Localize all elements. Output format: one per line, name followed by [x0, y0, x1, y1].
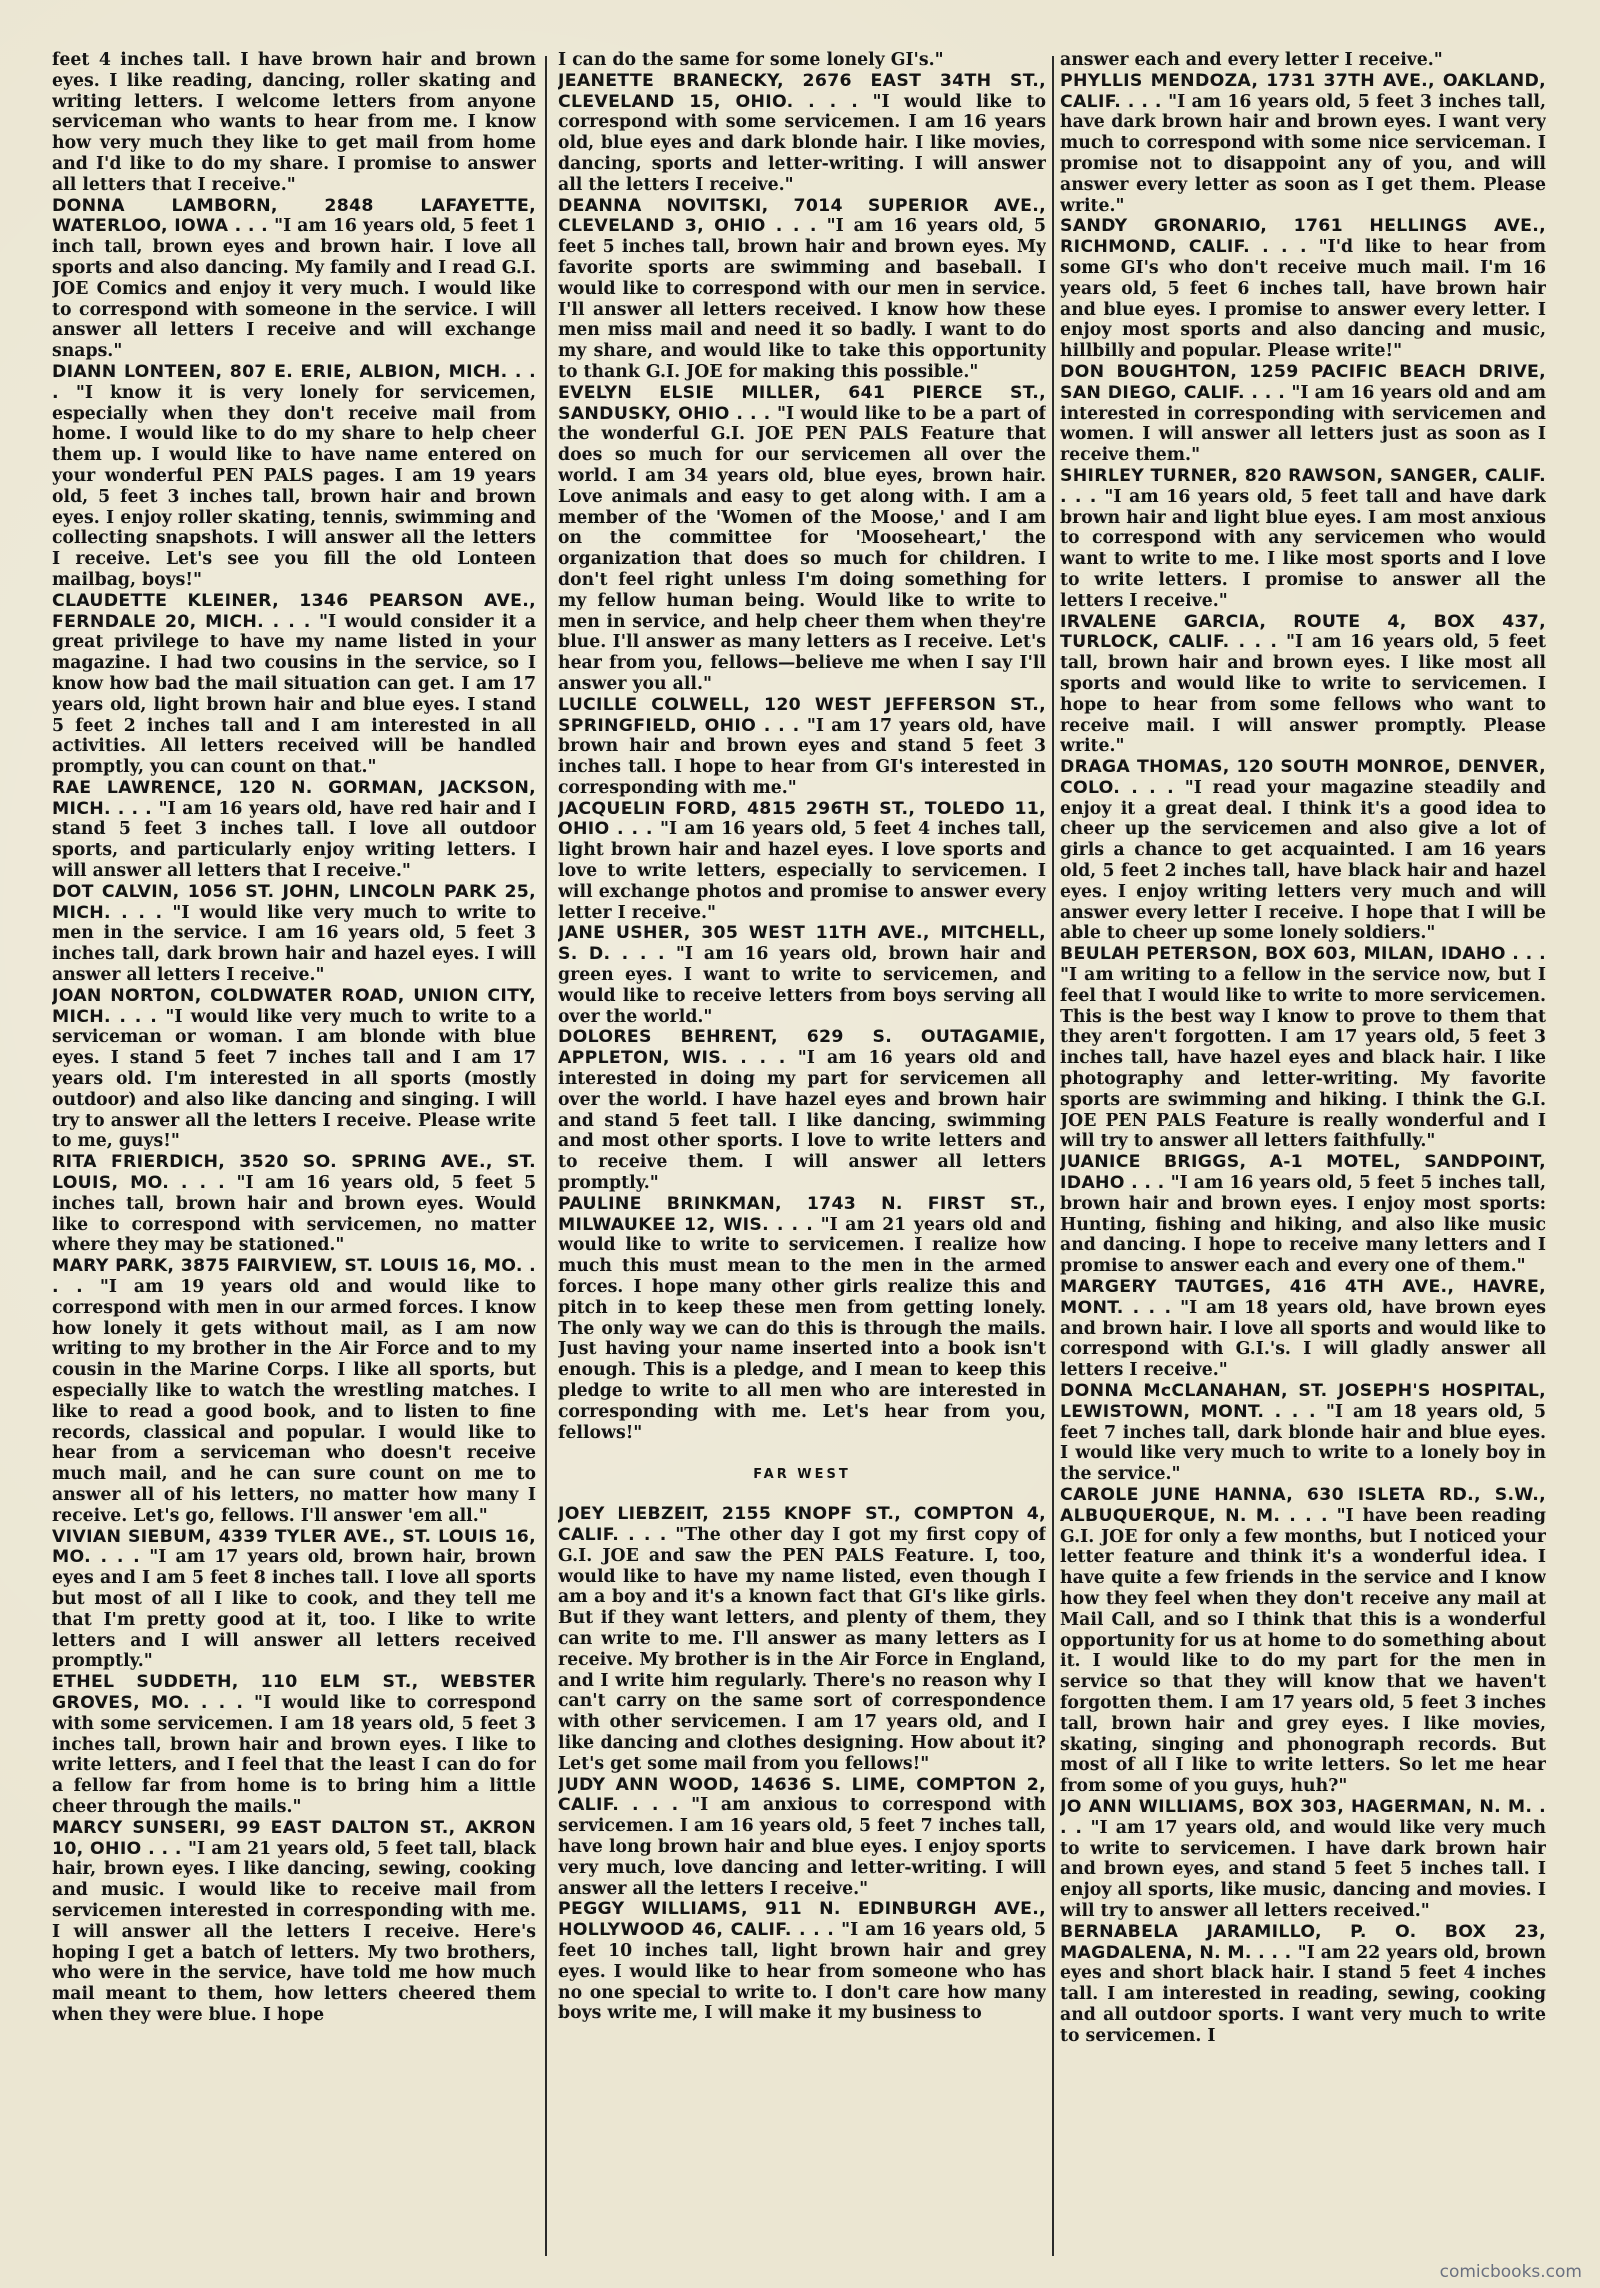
pen-pal-entry — [558, 1504, 1046, 1774]
pen-pal-entry — [52, 196, 536, 362]
pen-pal-entry — [1060, 944, 1546, 1152]
column-divider — [1052, 56, 1054, 2256]
text-column-2 — [558, 50, 1046, 2268]
pen-pal-entry — [52, 882, 536, 986]
entry-letter-text: "I would consider it a great privilege to have my name listed in your magazine. I had two cousins in the service, so I know how bad the mail situation can get. I am 17 years old, light brown hair and blue eyes. I stand 5 feet 2 inches tall and I am interested in all activities. All letters received will be handled promptly, you can count on that." — [52, 611, 536, 778]
entry-name-address: DONNA McCLANAHAN, ST. JOSEPH'S HOSPITAL, LEWISTOWN, MONT. . . . — [1060, 1381, 1546, 1422]
entry-name-address: VIVIAN SIEBUM, 4339 TYLER AVE., ST. LOUIS 16, MO. . . . — [52, 1526, 536, 1568]
entry-name-address: RAE LAWRENCE, 120 N. GORMAN, JACKSON, MICH. . . . — [52, 777, 536, 819]
entry-name-address: JUANICE BRIGGS, A-1 MOTEL, SANDPOINT, IDAHO . . . — [1060, 1152, 1546, 1194]
section-heading: FAR WEST — [753, 1467, 851, 1483]
pen-pal-entry — [1060, 71, 1546, 217]
entry-letter-text: "I am 16 years old, 5 feet 3 inches tall, have dark brown hair and brown eyes. I want very much to correspond with some nice serviceman. I promise not to disappoint any of you, and will answer every letter as soon as I get them. Please write." — [1060, 91, 1546, 216]
entry-letter-text: "I would like very much to write to a serviceman or woman. I am blonde with blue eyes. I stand 5 feet 7 inches tall and I am 17 years old. I'm interested in all sports (mostly outdoor) and also like dancing and singing. I will try to answer all the letters I receive. Please write to me, guys!" — [52, 1006, 536, 1152]
entry-name-address: SANDY GRONARIO, 1761 HELLINGS AVE., RICHMOND, CALIF. . . . — [1060, 216, 1546, 258]
entry-name-address: JUDY ANN WOOD, 14636 S. LIME, COMPTON 2, CALIF. . . . — [558, 1774, 1046, 1816]
entry-letter-text: "I am 17 years old, brown hair, brown eyes and I am 5 feet 8 inches tall. I love all sports but most of all I like to cook, and they tell me that I'm pretty good at it, too. I like to write letters and I will answer all letters received promptly." — [52, 1547, 536, 1672]
entry-letter-text: "I know it is very lonely for servicemen, especially when they don't receive mail from home. I would like to do my share to help cheer them up. I would like to have name entered on your wonderful PEN PALS pages. I am 19 years old, 5 feet 3 inches tall, brown hair and brown eyes. I enjoy roller skating, tennis, swimming and collecting snapshots. I will answer all the letters I receive. Let's see you fill the old Lonteen mailbag, boys!" — [52, 382, 536, 590]
pen-pal-entry — [558, 71, 1046, 196]
site-watermark: comicbooks.com — [1439, 2262, 1582, 2282]
entry-name-address: JEANETTE BRANECKY, 2676 EAST 34TH ST., CLEVELAND 15, OHIO. . . . — [558, 70, 1046, 112]
pen-pal-entry — [52, 1152, 536, 1256]
entry-letter-text: "I am anxious to correspond with servicemen. I am 16 years old, 5 feet 7 inches tall, have long brown hair and blue eyes. I enjoy sports very much, love dancing and letter-writing. I will answer all the letters I receive." — [558, 1795, 1046, 1899]
entry-name-address: CLAUDETTE KLEINER, 1346 PEARSON AVE., FERNDALE 20, MICH. . . . — [52, 590, 536, 632]
entry-name-address: JOEY LIEBZEIT, 2155 KNOPF ST., COMPTON 4, CALIF. . . . — [558, 1504, 1046, 1545]
entry-letter-text: "I am 16 years old, 5 feet tall and have dark brown hair and light blue eyes. I am most anxious to correspond with any servicemen who would want to write to me. I like most sports and I love to write letters. I promise to answer all the letters I receive." — [1060, 486, 1546, 611]
column-divider — [545, 56, 547, 2256]
entry-name-address: DONNA LAMBORN, 2848 LAFAYETTE, WATERLOO, IOWA . . . — [52, 195, 536, 237]
entry-name-address: DON BOUGHTON, 1259 PACIFIC BEACH DRIVE, SAN DIEGO, CALIF. . . . — [1060, 361, 1546, 403]
entry-name-address: PEGGY WILLIAMS, 911 N. EDINBURGH AVE., HOLLYWOOD 46, CALIF. . . . — [558, 1899, 1046, 1941]
pen-pal-entry — [558, 695, 1046, 799]
pen-pal-entry — [1060, 757, 1546, 944]
entry-name-address: DRAGA THOMAS, 120 SOUTH MONROE, DENVER, COLO. . . . — [1060, 757, 1546, 798]
text-column-1 — [52, 50, 536, 2268]
pen-pal-entry — [1060, 466, 1546, 612]
entry-name-address: LUCILLE COLWELL, 120 WEST JEFFERSON ST., SPRINGFIELD, OHIO . . . — [558, 694, 1046, 736]
pen-pal-entry — [558, 383, 1046, 695]
entry-letter-text: "I would like to correspond with some servicemen. I am 16 years old, blue eyes and dark blonde hair. I like movies, dancing, sports and letter-writing. I will answer all the letters I receive." — [558, 91, 1046, 195]
pen-pal-entry — [1060, 1152, 1546, 1277]
entry-name-address: JO ANN WILLIAMS, BOX 303, HAGERMAN, N. M. . . . — [1060, 1796, 1546, 1838]
entry-letter-text: feet 4 inches tall. I have brown hair and brown eyes. I like reading, dancing, roller skating and writing letters. I welcome letters from anyone serviceman who wants to hear from me. I know how very much they like to get mail from home and I'd like to do my share. I promise to answer all letters that I receive." — [52, 50, 536, 195]
entry-letter-text: "I am 16 years old, 5 feet 1 inch tall, brown eyes and brown hair. I love all sports and also dancing. My family and I read G.I. JOE Comics and enjoy it very much. I would like to correspond with someone in the service. I will answer all letters I receive and will exchange snaps." — [52, 216, 536, 362]
entry-name-address: BERNABELA JARAMILLO, P. O. BOX 23, MAGDALENA, N. M. . . . — [1060, 1921, 1546, 1963]
entry-letter-text: "The other day I got my first copy of G.I. JOE and saw the PEN PALS Feature. I, too, would like to have my name listed, even though I am a boy and it's a known fact that GI's like girls. But if they want letters, and plenty of them, they can write to me. I'll answer as many letters as I receive. My brother is in the Air Force in England, and I write him regularly. There's no reason why I can't carry on the same sort of correspondence with other servicemen. I am 17 years old, and I like dancing and clothes designing. How about it? Let's get some mail from you fellows!" — [558, 1524, 1046, 1774]
pen-pal-entry — [1060, 1922, 1546, 2047]
pen-pal-entry — [52, 1818, 536, 2026]
entry-letter-text: "I am 16 years old, 5 feet 10 inches tall, light brown hair and grey eyes. I would like to hear from someone who has no one special to write to. I don't care how many boys write me, I will make it my business to — [558, 1920, 1046, 2024]
entry-name-address: DIANN LONTEEN, 807 E. ERIE, ALBION, MICH. . . . — [52, 361, 536, 403]
entry-letter-text: "I would like very much to write to men in the service. I am 16 years old, 5 feet 3 inches tall, dark brown hair and hazel eyes. I will answer all letters I receive." — [52, 902, 536, 986]
pen-pal-entry — [52, 362, 536, 591]
pen-pal-entry — [1060, 216, 1546, 362]
entry-letter-text: "I am 22 years old, brown eyes and short black hair. I stand 5 feet 4 inches tall. I am interested in reading, sewing, cooking and all outdoor sports. I want very much to write to servicemen. I — [1060, 1942, 1546, 2046]
pen-pal-entry — [52, 1527, 536, 1673]
entry-letter-text: "I would like to correspond with some servicemen. I am 18 years old, 5 feet 3 inches tall, brown hair and brown eyes. I like to write letters, and I feel that the least I can do for a fellow far from home is to bring him a little cheer through the mails." — [52, 1692, 536, 1817]
text-column-3 — [1060, 50, 1546, 2268]
pen-pal-entry — [1060, 1485, 1546, 1797]
entry-name-address: JACQUELIN FORD, 4815 296TH ST., TOLEDO 11, OHIO . . . — [558, 798, 1046, 840]
entry-letter-text: "I'd like to hear from some GI's who don't receive much mail. I'm 16 years old, 5 feet 6 inches tall, have brown hair and blue eyes. I promise to answer every letter. I enjoy most sports and also dancing and music, hillbilly and popular. Please write!" — [1060, 237, 1546, 362]
entry-name-address: ETHEL SUDDETH, 110 ELM ST., WEBSTER GROVES, MO. . . . — [52, 1672, 536, 1713]
pen-pal-entry — [1060, 1381, 1546, 1485]
entry-letter-text: "I am writing to a fellow in the service now, but I feel that I would like to write to more servicemen. This is the best way I know to prove to them that they aren't forgotten. I am 17 years old, 5 feet 3 inches tall, have hazel eyes and black hair. I like photography and letter-writing. My favorite sports are swimming and hiking. I think the G.I. JOE PEN PALS Feature is really wonderful and I will try to answer all letters faithfully." — [1060, 965, 1546, 1152]
entry-letter-text: "I am 16 years old, have red hair and I stand 5 feet 3 inches tall. I love all outdoor sports, and particularly enjoy writing letters. I will answer all letters that I receive." — [52, 798, 536, 882]
entry-letter-text: "I am 19 years old and would like to correspond with men in our armed forces. I know how lonely it gets without mail, as I am now writing to my brother in the Air Force and to my cousin in the Marine Corps. I like all sports, but especially like to watch the wrestling matches. I like to read a good book, and to listen to fine records, classical and popular. I would like to hear from a serviceman who doesn't receive much mail, and he can sure count on me to answer all of his letters, no matter how many I receive. Let's go, fellows. I'll answer 'em all." — [52, 1277, 536, 1526]
entry-name-address: CAROLE JUNE HANNA, 630 ISLETA RD., S.W., ALBUQUERQUE, N. M. . . . — [1060, 1484, 1546, 1526]
entry-name-address: IRVALENE GARCIA, ROUTE 4, BOX 437, TURLOCK, CALIF. . . . — [1060, 611, 1546, 653]
entry-name-address: DEANNA NOVITSKI, 7014 SUPERIOR AVE., CLEVELAND 3, OHIO . . . — [558, 195, 1046, 237]
entry-letter-text: "I would like to be a part of the wonderful G.I. JOE PEN PALS Feature that does so much for our servicemen all over the world. I am 34 years old, blue eyes, brown hair. Love animals and easy to get along with. I am a member of the 'Women of the Moose,' and I am on the committee for 'Mooseheart,' the organization that does so much for children. I don't feel right unless I'm doing something for my fellow human being. Would like to write to men in service, and help cheer them when they're blue. I'll answer as many letters as I receive. Let's hear from you, fellows—believe me when I say I'll answer you all." — [558, 403, 1046, 694]
entry-name-address: JOAN NORTON, COLDWATER ROAD, UNION CITY, MICH. . . . — [52, 985, 536, 1027]
entry-name-address: MARY PARK, 3875 FAIRVIEW, ST. LOUIS 16, MO. . . . — [52, 1256, 536, 1298]
pen-pal-entry — [1060, 612, 1546, 758]
entry-name-address: RITA FRIERDICH, 3520 SO. SPRING AVE., ST. LOUIS, MO. . . . — [52, 1152, 536, 1194]
entry-name-address: BEULAH PETERSON, BOX 603, MILAN, IDAHO . . . — [1060, 944, 1546, 965]
pen-pal-entry — [52, 986, 536, 1152]
pen-pal-entry — [558, 923, 1046, 1027]
entry-letter-text: "I am 21 years old, 5 feet tall, black hair, brown eyes. I like dancing, sewing, cooking and music. I would like to receive mail from servicemen interested in corresponding with me. I will answer all the letters I receive. Here's hoping I get a batch of letters. My two brothers, who were in the service, have told me how much mail meant to them, how letters cheered them when they were blue. I hope — [52, 1838, 536, 2025]
pen-pal-entry — [1060, 1797, 1546, 1922]
pen-pal-entry — [558, 1194, 1046, 1444]
entry-letter-text: "I am 18 years old, have brown eyes and brown hair. I love all sports and would like to correspond with G.I.'s. I will gladly answer all letters I receive." — [1060, 1297, 1546, 1381]
pen-pal-entry — [558, 799, 1046, 924]
entry-name-address: MARGERY TAUTGES, 416 4TH AVE., HAVRE, MONT. . . . — [1060, 1277, 1546, 1318]
entry-letter-text: "I am 16 years old and am interested in corresponding with servicemen and women. I will answer all letters just as soon as I receive them." — [1060, 382, 1546, 466]
entry-letter-text: "I am 16 years old, 5 feet tall, brown hair and brown eyes. I like most all sports and would like to write to servicemen. I hope to hear from some fellows who want to receive mail. I will answer promptly. Please write." — [1060, 632, 1546, 757]
pen-pal-entry — [1060, 362, 1546, 466]
pen-pal-entry — [558, 1899, 1046, 2024]
pen-pal-entry — [558, 1775, 1046, 1900]
entry-letter-text: "I am 18 years old, 5 feet 7 inches tall, dark blonde hair and blue eyes. I would like very much to write to a lonely boy in the service." — [1060, 1401, 1546, 1485]
pen-pal-entry — [558, 1027, 1046, 1193]
pen-pal-entry — [52, 778, 536, 882]
pen-pal-entry — [52, 50, 536, 196]
entry-letter-text: "I am 17 years old, have brown hair and brown eyes and stand 5 feet 3 inches tall. I hope to hear from GI's interested in corresponding with me." — [558, 715, 1046, 798]
pen-pal-entry — [558, 50, 1046, 71]
pen-pal-entry — [1060, 1277, 1546, 1381]
entry-name-address: EVELYN ELSIE MILLER, 641 PIERCE ST., SANDUSKY, OHIO . . . — [558, 382, 1046, 424]
entry-letter-text: answer each and every letter I receive." — [1060, 50, 1443, 70]
entry-name-address: DOLORES BEHRENT, 629 S. OUTAGAMIE, APPLETON, WIS. . . . — [558, 1027, 1046, 1069]
pen-pal-entry — [52, 1672, 536, 1818]
entry-name-address: MARCY SUNSERI, 99 EAST DALTON ST., AKRON 10, OHIO . . . — [52, 1817, 536, 1859]
entry-letter-text: "I am 16 years old, brown hair and green eyes. I want to write to servicemen, and would like to receive letters from boys serving all over the world." — [558, 944, 1046, 1027]
entry-letter-text: "I am 16 years old, 5 feet 4 inches tall, light brown hair and hazel eyes. I love sports and love to write letters, especially to servicemen. I will exchange photos and promise to answer every letter I receive." — [558, 819, 1046, 923]
entry-name-address: DOT CALVIN, 1056 ST. JOHN, LINCOLN PARK 25, MICH. . . . — [52, 881, 536, 923]
entry-letter-text: "I have been reading G.I. JOE for only a few months, but I noticed your letter feature and think it's a wonderful idea. I have quite a few friends in the service and I know how they feel when they don't receive any mail at Mail Call, and so I think that this is a wonderful opportunity for us at home to do something about it. I would like to do my part for the men in service so that they will know that we haven't forgotten them. I am 17 years old, 5 feet 3 inches tall, brown hair and grey eyes. I like movies, skating, singing and phonograph records. But most of all I like to write letters. So let me hear from some of you guys, huh?" — [1060, 1505, 1546, 1797]
entry-name-address: SHIRLEY TURNER, 820 RAWSON, SANGER, CALIF. . . . — [1060, 465, 1546, 507]
pen-pal-entry — [52, 1256, 536, 1526]
pen-pal-entry — [1060, 50, 1546, 71]
entry-letter-text: "I am 16 years old, 5 feet 5 inches tall, brown hair and brown eyes. I enjoy most sports: Hunting, fishing and hiking, and also like music and dancing. I hope to receive many letters and I promise to answer each and every one of them." — [1060, 1173, 1546, 1277]
entry-name-address: PAULINE BRINKMAN, 1743 N. FIRST ST., MILWAUKEE 12, WIS. . . . — [558, 1193, 1046, 1235]
entry-letter-text: "I am 16 years old, 5 feet 5 inches tall, brown hair and brown eyes. My favorite sports are swimming and baseball. I would like to correspond with our men in service. I'll answer all letters received. I know how these men miss mail and need it so badly. I want to do my share, and would like to take this opportunity to thank G.I. JOE for making this possible." — [558, 216, 1046, 382]
entry-letter-text: "I am 16 years old and interested in doing my part for servicemen all over the world. I have hazel eyes and brown hair and stand 5 feet tall. I like dancing, swimming and most other sports. I love to write letters and to receive them. I will answer all letters promptly." — [558, 1048, 1046, 1194]
pen-pal-entry — [52, 591, 536, 778]
entry-letter-text: "I am 21 years old and would like to write to servicemen. I realize how much this must mean to the men in the armed forces. I hope many other girls realize this and pitch in to keep these men from getting lonely. The only way we can do this is through the mails. Just having your name inserted into a book isn't enough. This is a pledge, and I mean to keep this pledge to write to all men who are interested in corresponding with me. Let's hear from you, fellows!" — [558, 1214, 1046, 1443]
entry-letter-text: "I am 17 years old, and would like very much to write to servicemen. I have dark brown hair and brown eyes, and stand 5 feet 5 inches tall. I enjoy all sports, like music, dancing and movies. I will try to answer all letters received." — [1060, 1817, 1546, 1921]
entry-name-address: JANE USHER, 305 WEST 11TH AVE., MITCHELL, S. D. . . . — [558, 923, 1046, 965]
entry-name-address: PHYLLIS MENDOZA, 1731 37TH AVE., OAKLAND, CALIF. . . . — [1060, 70, 1546, 112]
entry-letter-text: "I read your magazine steadily and enjoy it a great deal. I think it's a good idea to cheer up the servicemen and also give a lot of girls a chance to get acquainted. I am 16 years old, 5 feet 2 inches tall, have black hair and hazel eyes. I enjoy writing letters very much and will answer every letter I receive. I hope that I will be able to cheer up some lonely soldiers." — [1060, 777, 1546, 944]
entry-letter-text: "I am 16 years old, 5 feet 5 inches tall, brown hair and brown eyes. Would like to correspond with servicemen, no matter where they may be stationed." — [52, 1173, 536, 1256]
pen-pal-entry — [558, 196, 1046, 383]
entry-letter-text: I can do the same for some lonely GI's." — [558, 50, 944, 70]
